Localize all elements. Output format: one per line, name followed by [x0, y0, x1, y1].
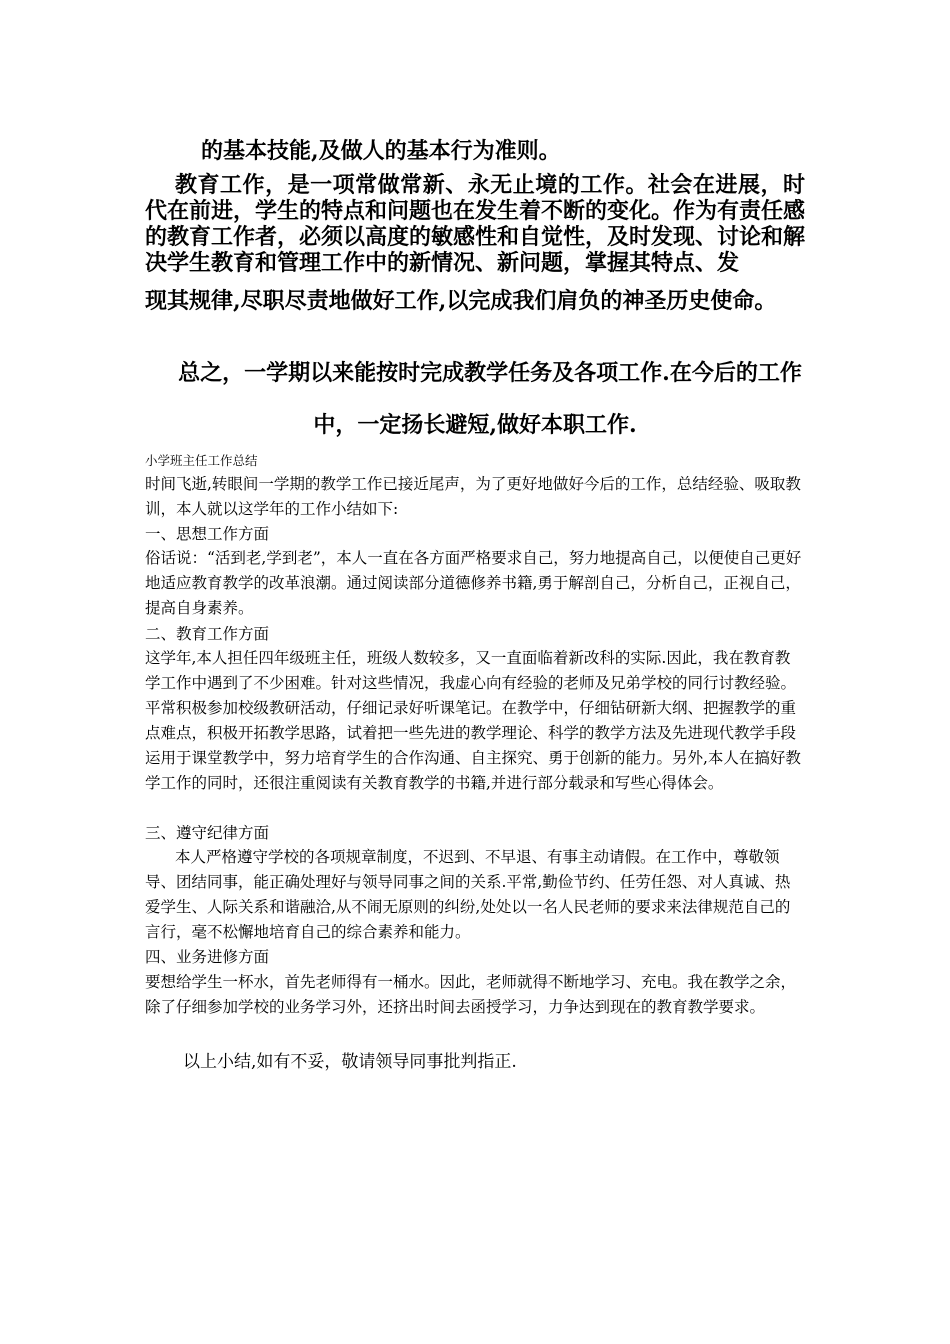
section-4-heading: 四、业务进修方面 — [145, 948, 270, 966]
upper-paragraph-end: 现其规律,尽职尽责地做好工作,以完成我们肩负的神圣历史使命。 — [145, 288, 777, 314]
section-3-body: 本人严格遵守学校的各项规章制度，不迟到、不早退、有事主动请假。在工作中，尊敬领导、团结同事，能正确处理好与领导同事之间的关系.平常,勤俭节约、任劳任怨、对人真诚、热爱学生、人际关系和谐融洽,从不闹无原则的纠纷,处处以一名人民老师的要求来法律规范自己的言行，毫不松懈地培育自己的综合素养和能力。 — [145, 848, 791, 941]
section-2-body: 这学年,本人担任四年级班主任，班级人数较多，又一直面临着新改科的实际.因此，我在教育教学工作中遇到了不少困难。针对这些情况，我虚心向有经验的老师及兄弟学校的同行讨教经验。平常积极参加校级教研活动，仔细记录好听课笔记。在教学中，仔细钻研新大纲、把握教学的重点难点，积极开拓教学思路，试着把一些先进的教学理论、科学的教学方法及先进现代教学手段运用于课堂教学中，努力培育学生的合作沟通、自主探究、勇于创新的能力。另外,本人在搞好教学工作的同时，还很注重阅读有关教育教学的书籍,并进行部分载录和写些心得体会。 — [145, 649, 801, 792]
section-4-body: 要想给学生一杯水，首先老师得有一桶水。因此，老师就得不断地学习、充电。我在教学之余，除了仔细参加学校的业务学习外，还挤出时间去函授学习，力争达到现在的教育教学要求。 — [145, 973, 797, 1016]
summary-line-1: 总之，一学期以来能按时完成教学任务及各项工作.在今后的工作 — [178, 360, 802, 386]
intro-paragraph: 时间飞逝,转眼间一学期的教学工作已接近尾声，为了更好地做好今后的工作，总结经验、吸取教训，本人就以这学年的工作小结如下: — [145, 475, 801, 518]
section-1-body: 俗话说：“活到老,学到老”，本人一直在各方面严格要求自己，努力地提高自己，以便使自己更好地适应教育教学的改革浪潮。通过阅读部分道德修养书籍,勇于解剖自己，分析自己，正视自己，提高自身素养。 — [145, 549, 802, 617]
section-1-heading: 一、思想工作方面 — [145, 525, 270, 543]
section-2-heading: 二、教育工作方面 — [145, 625, 270, 643]
section-3-heading: 三、遵守纪律方面 — [145, 824, 270, 842]
document-title: 小学班主任工作总结 — [145, 453, 258, 468]
closing-line: 以上小结,如有不妥，敬请领导同事批判指正. — [183, 1052, 517, 1072]
upper-paragraph: 教育工作，是一项常做常新、永无止境的工作。社会在进展，时代在前进，学生的特点和问题也在发生着不断的变化。作为有责任感的教育工作者，必须以高度的敏感性和自觉性，及时发现、讨论和解决学生教育和管理工作中的新情况、新问题，掌握其特点、发 — [145, 172, 806, 276]
upper-line-1: 的基本技能,及做人的基本行为准则。 — [201, 138, 561, 164]
summary-line-2: 中，一定扬长避短,做好本职工作. — [313, 412, 637, 438]
